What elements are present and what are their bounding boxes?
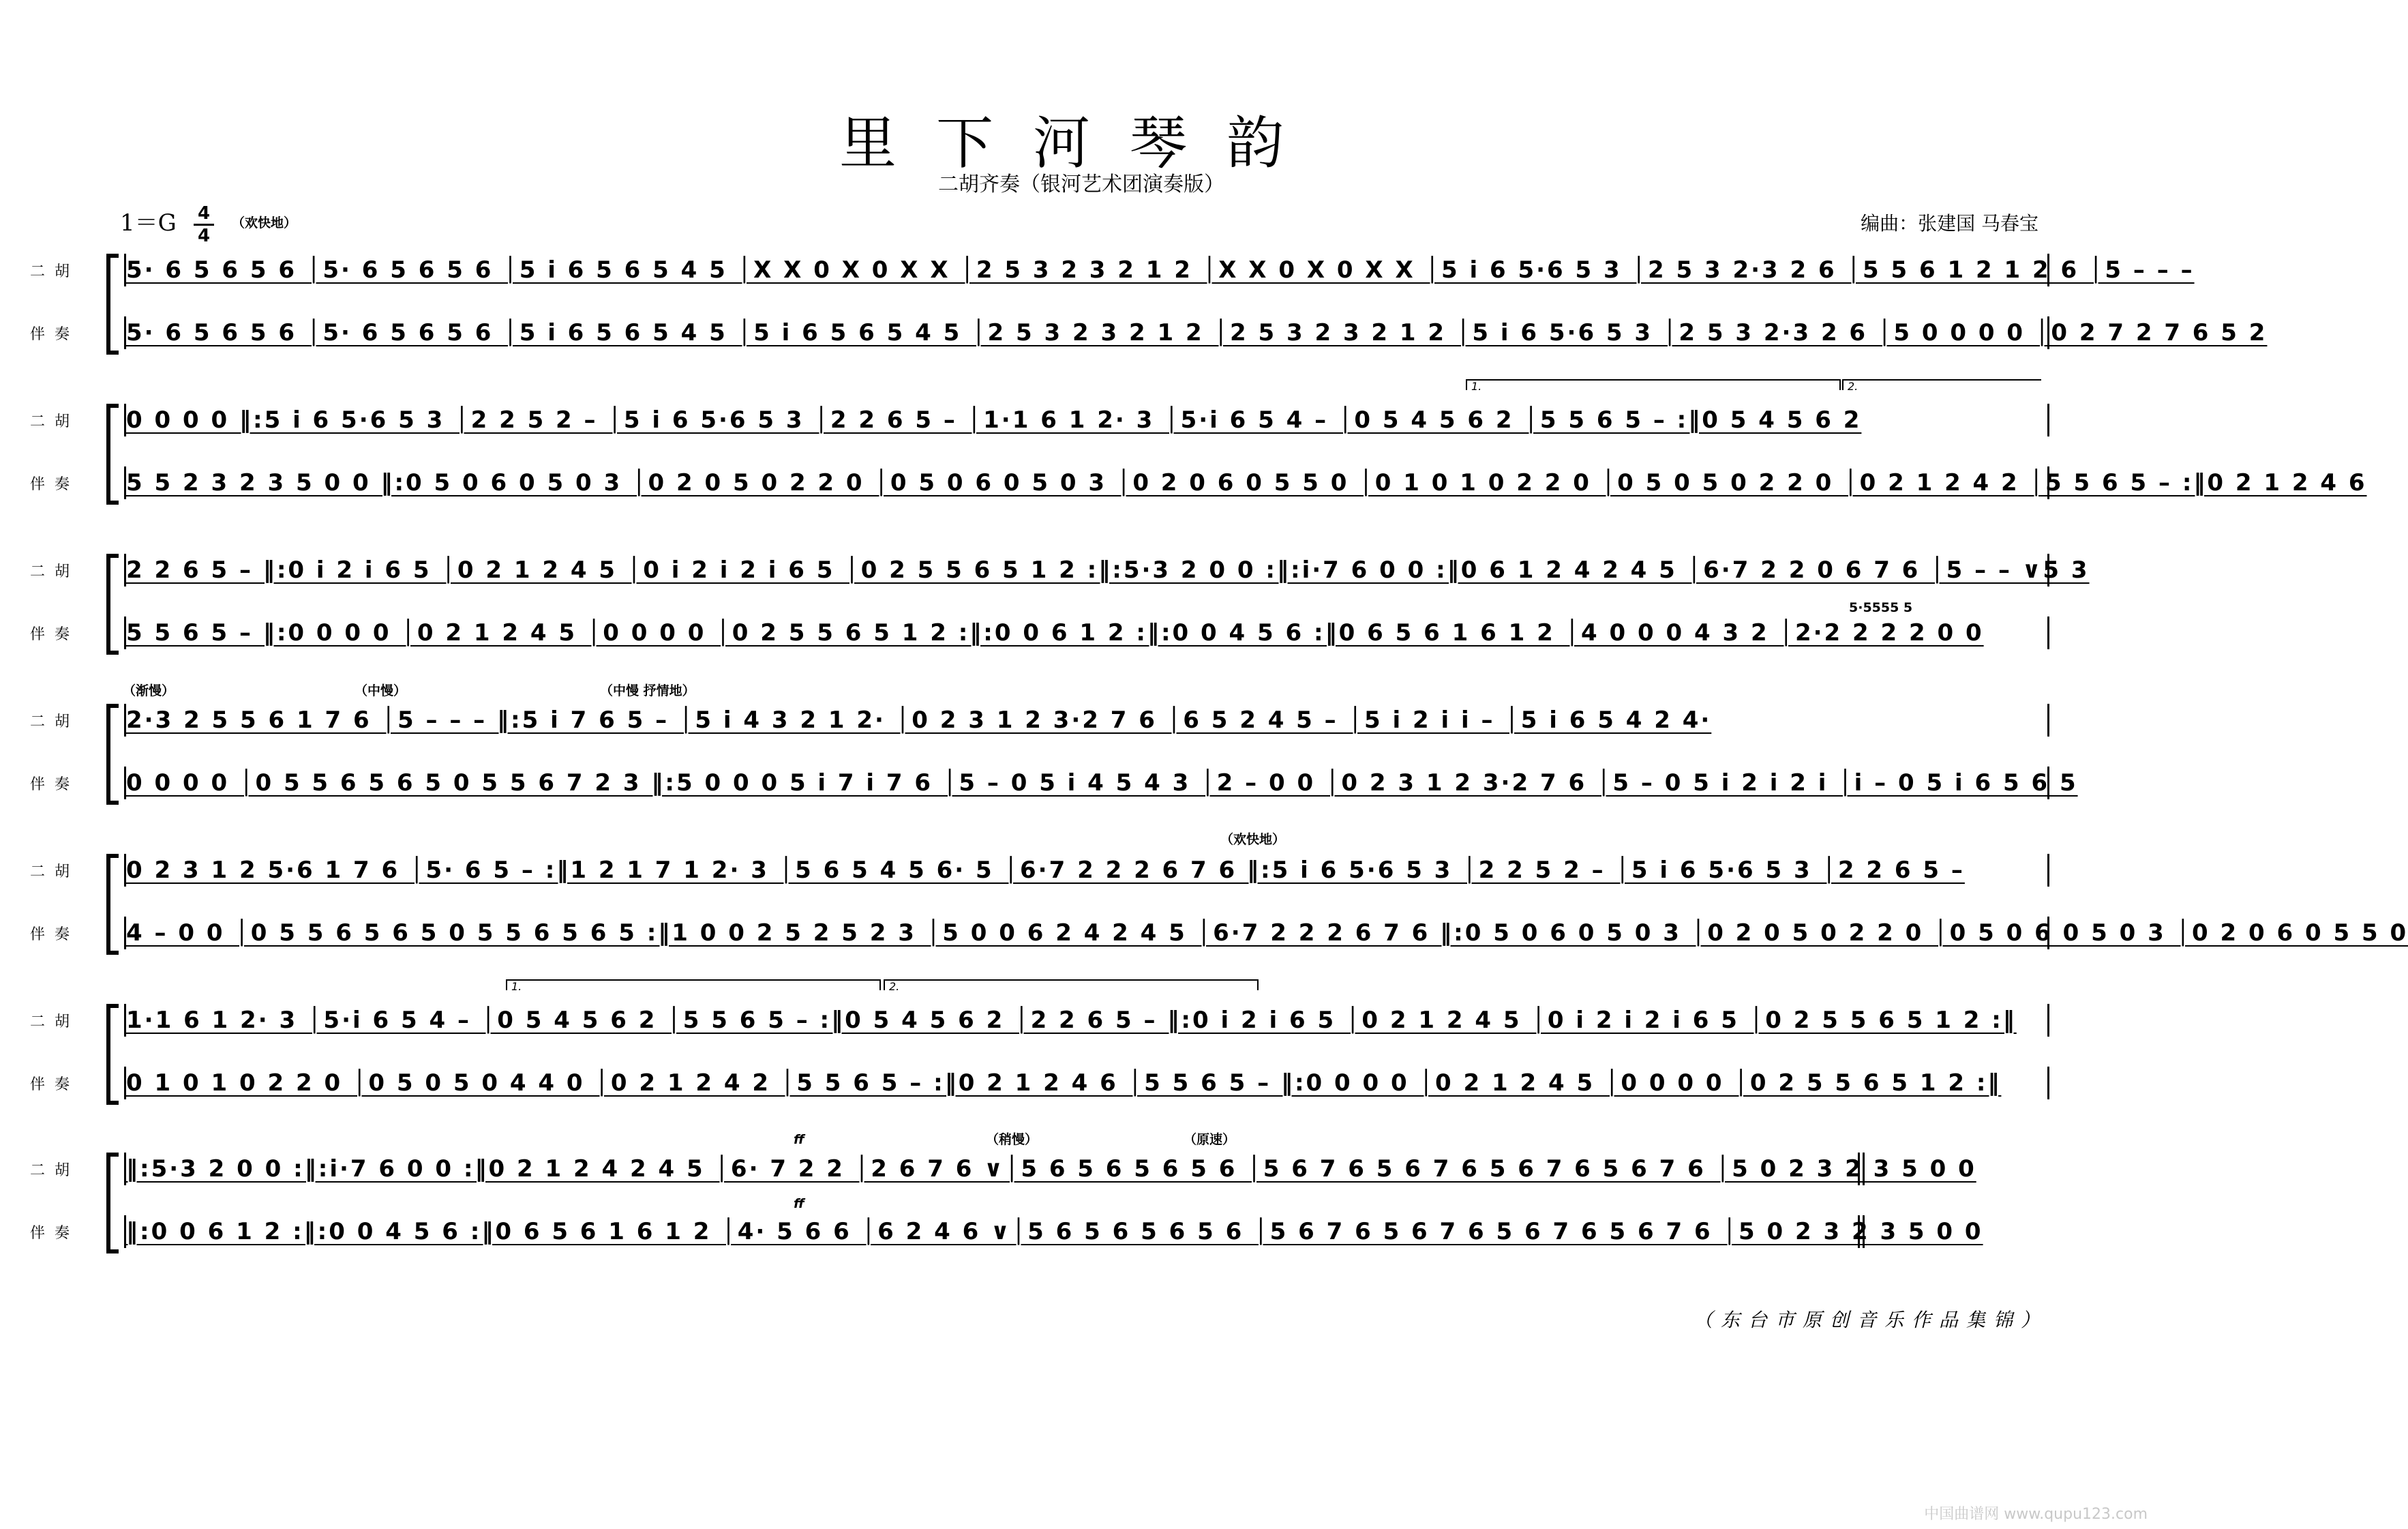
tempo-marking: （中慢 抒情地）: [600, 683, 695, 698]
part-label-accomp: 伴奏: [30, 476, 80, 493]
accomp-line: 0 0 0 0 │0 5 5 6 5 6 5 0 5 5 6 7 2 3 ‖:5 0 0 0 5 i 7 i 7 6 │5 – 0 5 i 4 5 4 3 │2 – 0 0 │0 2 3 1 2 3·2 7 6 │5 – 0 5 i 2 i 2 i │i – 0 5 i 6 5 6 5: [124, 767, 2049, 799]
tempo-marking: （原速）: [1184, 1132, 1236, 1147]
part-label-accomp: 伴奏: [30, 626, 80, 643]
system-brace: [106, 1004, 119, 1105]
system-brace: [106, 704, 119, 805]
time-signature: [194, 205, 214, 245]
erhu-line: 1·1 6 1 2· 3 │5·i 6 5 4 – │0 5 4 5 6 2 │5 5 6 5 – :‖0 5 4 5 6 2 │2 2 6 5 – ‖:0 i 2 i 6 5 │0 2 1 2 4 5 │0 i 2 i 2 i 6 5 │0 2 5 5 6 5 1 2 :‖: [124, 1004, 2049, 1037]
part-label-accomp: 伴奏: [30, 1076, 80, 1093]
system-brace: [106, 854, 119, 955]
tempo-marking: （稍慢）: [986, 1132, 1038, 1147]
score-system-1: [0, 254, 2268, 390]
score-system-2: [0, 380, 2367, 540]
part-label-accomp: 伴奏: [30, 776, 80, 793]
volta-bracket-2: 2.: [884, 979, 1259, 990]
system-brace: [106, 404, 119, 505]
tempo-marking-start: （欢快地）: [232, 216, 297, 231]
part-label-erhu: 二胡: [30, 413, 80, 430]
score-system-6: [0, 980, 2163, 1140]
accomp-line: 0 1 0 1 0 2 2 0 │0 5 0 5 0 4 4 0 │0 2 1 2 4 2 │5 5 6 5 – :‖0 2 1 2 4 6 │5 5 6 5 – ‖:0 0 0 0 │0 2 1 2 4 5 │0 0 0 0 │0 2 5 5 6 5 1 2 :‖: [124, 1067, 2049, 1099]
score-title: 里下河琴韵: [839, 110, 1323, 177]
tempo-marking: （中慢）: [355, 683, 407, 698]
erhu-line: 2 2 6 5 – ‖:0 i 2 i 6 5 │0 2 1 2 4 5 │0 i 2 i 2 i 6 5 │0 2 5 5 6 5 1 2 :‖:5·3 2 0 0 :‖:i·7 6 0 0 :‖0 6 1 2 4 2 4 5 │6·7 2 2 0 6 7 6 │5 – – ∨5 3: [124, 554, 2049, 587]
meter-top: 4: [197, 203, 211, 224]
score-system-7: [0, 1132, 2163, 1289]
part-label-erhu: 二胡: [30, 1162, 80, 1179]
part-label-erhu: 二胡: [30, 263, 80, 280]
score-system-4: [0, 683, 2163, 840]
accomp-line: 5· 6 5 6 5 6 │5· 6 5 6 5 6 │5 i 6 5 6 5 4 5 │5 i 6 5 6 5 4 5 │2 5 3 2 3 2 1 2 │2 5 3 2 3 2 1 2 │5 i 6 5·6 5 3 │2 5 3 2·3 2 6 │5 0 0 0 0 │0 2 7 2 7 6 5 2: [124, 316, 2049, 349]
chord-annotation: 5·5555 5: [1849, 600, 1913, 615]
accomp-line: 5 5 6 5 – ‖:0 0 0 0 │0 2 1 2 4 5 │0 0 0 0 │0 2 5 5 6 5 1 2 :‖:0 0 6 1 2 :‖:0 0 4 5 6 :‖0 6 5 6 1 6 1 2 │4 0 0 0 4 3 2 │2·2 2 2 2 0 0: [124, 617, 2049, 649]
score-subtitle: 二胡齐奏（银河艺术团演奏版）: [938, 173, 1224, 196]
part-label-erhu: 二胡: [30, 713, 80, 730]
dynamic-ff: ff: [794, 1132, 804, 1147]
part-label-accomp: 伴奏: [30, 326, 80, 343]
composer-credit: 编曲：张建国 马春宝: [1861, 212, 2038, 235]
erhu-line: 2·3 2 5 5 6 1 7 6 │5 – – – ‖:5 i 7 6 5 – │5 i 4 3 2 1 2· │0 2 3 1 2 3·2 7 6 │6 5 2 4 5 – │5 i 2 i i – │5 i 6 5 4 2 4·: [124, 704, 2049, 737]
part-label-accomp: 伴奏: [30, 1225, 80, 1242]
erhu-line: 0 0 0 0 ‖:5 i 6 5·6 5 3 │2 2 5 2 – │5 i 6 5·6 5 3 │2 2 6 5 – │1·1 6 1 2· 3 │5·i 6 5 4 – │0 5 4 5 6 2 │5 5 6 5 – :‖0 5 4 5 6 2: [124, 404, 2049, 436]
score-system-3: [0, 554, 2163, 690]
erhu-line: 0 2 3 1 2 5·6 1 7 6 │5· 6 5 – :‖1 2 1 7 1 2· 3 │5 6 5 4 5 6· 5 │6·7 2 2 2 6 7 6 ‖:5 i 6 5·6 5 3 │2 2 5 2 – │5 i 6 5·6 5 3 │2 2 6 5 –: [124, 854, 2049, 887]
accomp-line: 4 – 0 0 │0 5 5 6 5 6 5 0 5 5 6 5 6 5 :‖1 0 0 2 5 2 5 2 3 │5 0 0 6 2 4 2 4 5 │6·7 2 2 2 6 7 6 ‖:0 5 0 6 0 5 0 3 │0 2 0 5 0 2 2 0 │0 5 0 6 0 5 0 3 │0 2 0 6 0 5 5 0: [124, 917, 2049, 949]
volta-bracket-1: 1.: [506, 979, 881, 990]
accomp-line: 5 5 2 3 2 3 5 0 0 ‖:0 5 0 6 0 5 0 3 │0 2 0 5 0 2 2 0 │0 5 0 6 0 5 0 3 │0 2 0 6 0 5 5 0 │0 1 0 1 0 2 2 0 │0 5 0 5 0 2 2 0 │0 2 1 2 4 2 │5 5 6 5 – :‖0 2 1 2 4 6: [124, 466, 2049, 499]
part-label-erhu: 二胡: [30, 1013, 80, 1030]
tempo-marking: （欢快地）: [1220, 832, 1286, 847]
part-label-erhu: 二胡: [30, 863, 80, 880]
meter-bottom: 4: [197, 226, 211, 246]
dynamic-ff: ff: [794, 1196, 804, 1211]
system-brace: [106, 1153, 119, 1253]
system-brace: [106, 554, 119, 655]
accomp-line: ‖:0 0 6 1 2 :‖:0 0 4 5 6 :‖0 6 5 6 1 6 1 2 │4· 5 6 6 │6 2 4 6 ∨│5 6 5 6 5 6 5 6 │5 6 7 6 5 6 7 6 5 6 7 6 5 6 7 6 │5 0 2 3 2 3 5 0 0: [124, 1215, 1865, 1248]
volta-bracket-1: 1.: [1466, 379, 1841, 390]
tempo-marking: （渐慢）: [123, 683, 175, 698]
collection-credit: （东台市原创音乐作品集锦）: [1693, 1309, 2048, 1331]
volta-bracket-2: 2.: [1842, 379, 2041, 390]
site-watermark: 中国曲谱网 www.qupu123.com: [1924, 1506, 2148, 1523]
erhu-line: 5· 6 5 6 5 6 │5· 6 5 6 5 6 │5 i 6 5 6 5 4 5 │X X 0 X 0 X X │2 5 3 2 3 2 1 2 │X X 0 X 0 X X │5 i 6 5·6 5 3 │2 5 3 2·3 2 6 │5 5 6 1 2 1 2 6 │5 – – –: [124, 254, 2049, 286]
score-system-5: [0, 832, 2408, 990]
system-brace: [106, 254, 119, 355]
part-label-accomp: 伴奏: [30, 926, 80, 943]
erhu-line: ‖:5·3 2 0 0 :‖:i·7 6 0 0 :‖0 2 1 2 4 2 4 5 │6· 7 2 2 │2 6 7 6 ∨│5 6 5 6 5 6 5 6 │5 6 7 6 5 6 7 6 5 6 7 6 5 6 7 6 │5 0 2 3 2 3 5 0 0: [124, 1153, 1865, 1185]
key-signature: 1＝G: [120, 209, 177, 237]
part-label-erhu: 二胡: [30, 563, 80, 580]
